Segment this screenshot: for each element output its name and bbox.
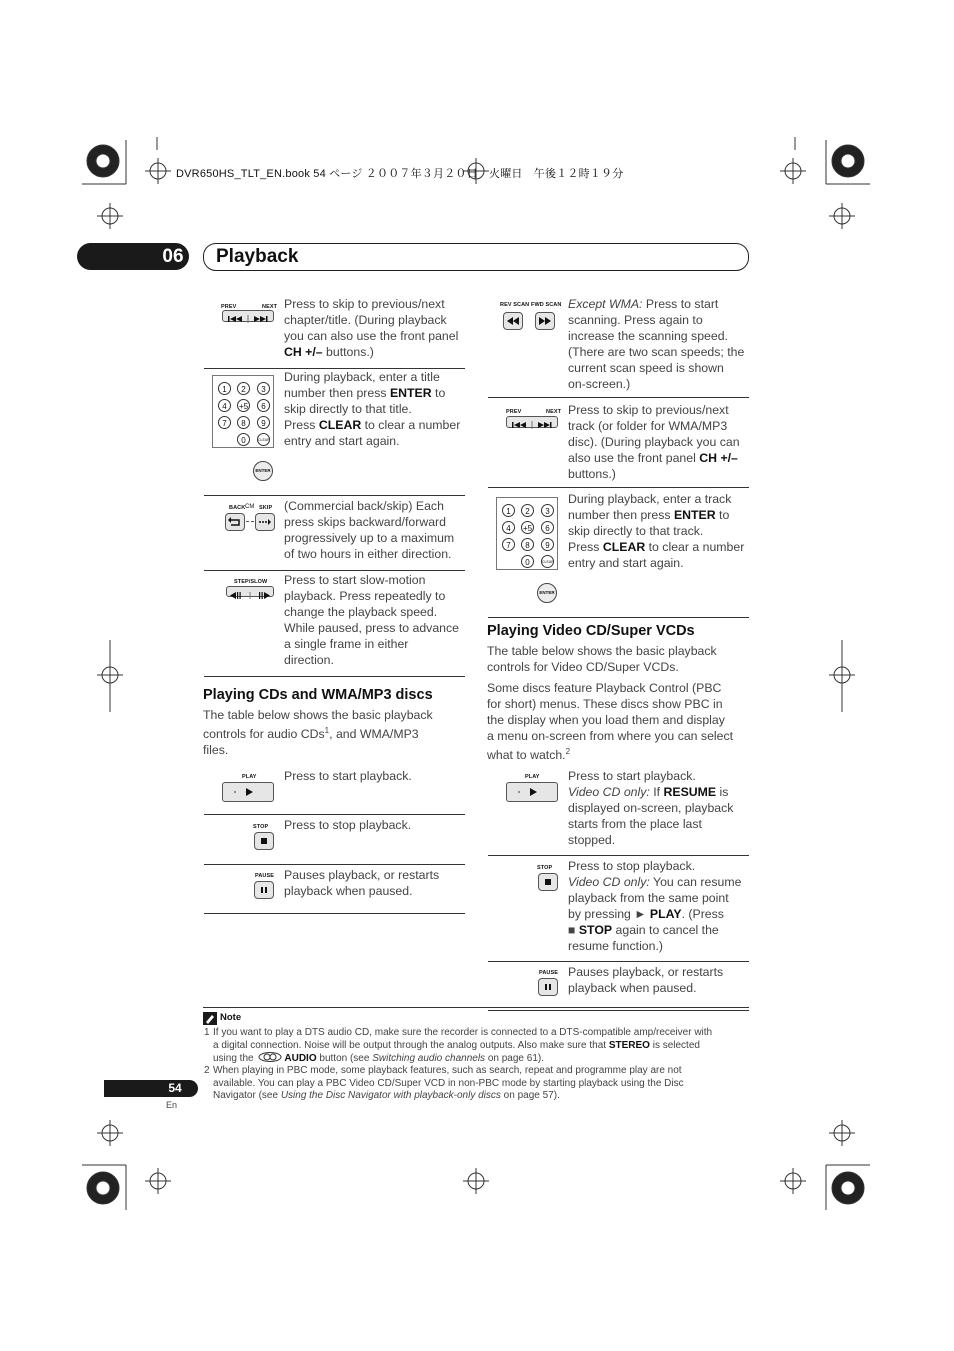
footnote-2-number: 2 — [204, 1065, 210, 1076]
fwd-scan-button — [535, 312, 555, 330]
row-divider — [204, 495, 465, 496]
key-7: 7 — [502, 538, 515, 551]
pause-icon — [543, 982, 553, 992]
scan-desc: Except WMA: Press to start scanning. Press again to increase the scanning speed. (There are two scan speeds; the current scan speed is shown on-screen.) — [568, 297, 745, 391]
play-icon — [223, 783, 273, 801]
cd-stop-desc: Press to stop playback. — [284, 818, 412, 832]
table-end-divider — [488, 617, 749, 618]
cm-back-button — [225, 513, 245, 531]
stop-button — [254, 832, 274, 850]
page-number: 54 — [168, 1081, 182, 1095]
next-label: NEXT — [262, 304, 278, 310]
key-4: 4 — [502, 521, 515, 534]
key-2: 2 — [237, 382, 250, 395]
row-divider — [488, 855, 749, 856]
prev-next-icon — [223, 314, 273, 324]
pause-button-right — [538, 978, 558, 996]
play-button-right — [506, 782, 558, 802]
key-5: +5 — [237, 399, 250, 412]
numpad-panel-right — [496, 497, 558, 570]
prev-next-icon — [507, 420, 557, 430]
key-7: 7 — [218, 416, 231, 429]
step-slow-icon — [227, 591, 273, 600]
table-end-divider — [204, 676, 465, 677]
prev-next-button-right — [506, 416, 558, 428]
rev-scan-label: REV SCAN — [500, 302, 530, 308]
vcd-section-heading: Playing Video CD/Super VCDs — [487, 623, 695, 639]
key-8: 8 — [521, 538, 534, 551]
back-label: BACK — [229, 505, 246, 511]
stop-label-right: STOP — [537, 865, 553, 871]
table-end-divider — [204, 913, 465, 914]
title-number-desc: During playback, enter a title number then press ENTER to skip directly to that title. Press CLEAR to clear a number entry and start again. — [284, 370, 461, 448]
step-slow-button — [226, 586, 274, 597]
page-language: En — [166, 1100, 178, 1110]
stop-button-right — [538, 873, 558, 891]
next-label-right: NEXT — [546, 409, 562, 415]
key-clear: CLEAR — [541, 555, 554, 568]
cm-desc: (Commercial back/skip) Each press skips backward/forward progressively up to a maximum of two hours in either direction. — [284, 499, 455, 561]
key-4: 4 — [218, 399, 231, 412]
fwd-scan-label: FWD SCAN — [531, 302, 562, 308]
skip-label: SKIP — [259, 505, 273, 511]
pencil-icon — [203, 1012, 217, 1025]
vcd-pause-desc: Pauses playback, or restarts playback when paused. — [568, 965, 724, 995]
key-9: 9 — [257, 416, 270, 429]
note-label: Note — [220, 1012, 242, 1023]
vcd-pbc-para: Some discs feature Playback Control (PBC for short) menus. These discs show PBC in the display when you load them and display a menu on-screen from where you can select what to watch.$^2$ — [487, 681, 734, 763]
key-6: 6 — [541, 521, 554, 534]
row-divider — [204, 570, 465, 571]
row-divider — [204, 864, 465, 865]
pause-button — [254, 881, 274, 899]
pause-icon — [259, 885, 269, 895]
key-0: 0 — [237, 433, 250, 446]
prev-label-right: PREV — [506, 409, 522, 415]
enter-button: ENTER — [253, 461, 273, 481]
key-3: 3 — [541, 504, 554, 517]
prev-label: PREV — [221, 304, 237, 310]
key-1: 1 — [218, 382, 231, 395]
play-icon — [507, 783, 557, 801]
chapter-title: Playback — [216, 246, 299, 267]
vcd-stop-desc: Press to stop playback. Video CD only: You can resume playback from the same point by pressing ► PLAY. (Press ■ STOP again to cancel the resume function.) — [568, 859, 742, 953]
numpad-panel — [212, 375, 274, 448]
cm-label: CM — [245, 504, 255, 510]
key-0: 0 — [521, 555, 534, 568]
row-divider — [488, 397, 749, 398]
step-slow-label: STEP/SLOW — [234, 579, 268, 585]
note-rule-thin — [488, 1010, 749, 1011]
footnote-2: When playing in PBC mode, some playback features, such as search, repeat and programme play are not available. You can play a PBC Video CD/Super VCD in non-PBC mode by starting playback using the Disc Navigator (see Using the Disc Navigator with playback-only discs on page 57). — [213, 1065, 684, 1101]
cm-skip-button — [255, 513, 275, 531]
track-number-desc: During playback, enter a track number then press ENTER to skip directly to that track. Press CLEAR to clear a number entry and start again. — [568, 492, 745, 570]
rev-scan-icon — [506, 316, 520, 326]
cm-connector — [246, 521, 254, 522]
print-header: DVR650HS_TLT_EN.book 54 ページ ２００７年３月２０日 火曜日 午後１２時１９分 — [176, 168, 624, 180]
audio-button-icon — [258, 1052, 282, 1062]
row-divider — [488, 961, 749, 962]
footnote-1: If you want to play a DTS audio CD, make sure the recorder is connected to a DTS-compatible amp/receiver with a digital connection. Noise will be output through the analog outputs. Also make sure that STEREO is selected using the AUDIO button (see Switching audio channels on page 61). — [213, 1027, 713, 1064]
stop-icon — [543, 877, 553, 887]
cd-pause-desc: Pauses playback, or restarts playback when paused. — [284, 868, 440, 898]
cd-section-intro: The table below shows the basic playback controls for audio CDs$^1$, and WMA/MP3 files. — [203, 708, 433, 758]
key-5: +5 — [521, 521, 534, 534]
row-divider — [204, 814, 465, 815]
play-label: PLAY — [242, 774, 257, 780]
key-3: 3 — [257, 382, 270, 395]
key-6: 6 — [257, 399, 270, 412]
track-skip-desc: Press to skip to previous/next track (or folder for WMA/MP3 disc). (During playback you can also use the front panel CH +/– buttons.) — [568, 403, 740, 481]
vcd-play-desc: Press to start playback. Video CD only: If RESUME is displayed on-screen, playback starts from the place last stopped. — [568, 769, 734, 847]
play-button — [222, 782, 274, 802]
fwd-scan-icon — [538, 316, 552, 326]
row-divider — [488, 487, 749, 488]
cd-section-heading: Playing CDs and WMA/MP3 discs — [203, 687, 433, 703]
footnote-1-number: 1 — [204, 1027, 210, 1038]
play-label-right: PLAY — [525, 774, 540, 780]
key-2: 2 — [521, 504, 534, 517]
rev-scan-button — [503, 312, 523, 330]
chapter-number: 06 — [162, 246, 184, 267]
prev-next-button — [222, 310, 274, 322]
vcd-intro: The table below shows the basic playback controls for Video CD/Super VCDs. — [487, 644, 717, 674]
pause-label: PAUSE — [255, 873, 275, 879]
key-8: 8 — [237, 416, 250, 429]
key-1: 1 — [502, 504, 515, 517]
stop-icon — [259, 836, 269, 846]
cm-skip-icon — [258, 517, 272, 527]
key-9: 9 — [541, 538, 554, 551]
prev-next-desc: Press to skip to previous/next chapter/title. (During playback you can also use the front panel CH +/– buttons.) — [284, 297, 459, 359]
note-rule — [203, 1007, 749, 1008]
cm-back-icon — [228, 517, 242, 527]
key-clear: CLEAR — [257, 433, 270, 446]
pause-label-right: PAUSE — [539, 970, 559, 976]
stop-label: STOP — [253, 824, 269, 830]
step-slow-desc: Press to start slow-motion playback. Press repeatedly to change the playback speed. While paused, press to advance a single frame in either direction. — [284, 573, 459, 667]
enter-button-right: ENTER — [537, 583, 557, 603]
cd-play-desc: Press to start playback. — [284, 769, 412, 783]
note-icon — [203, 1012, 217, 1025]
